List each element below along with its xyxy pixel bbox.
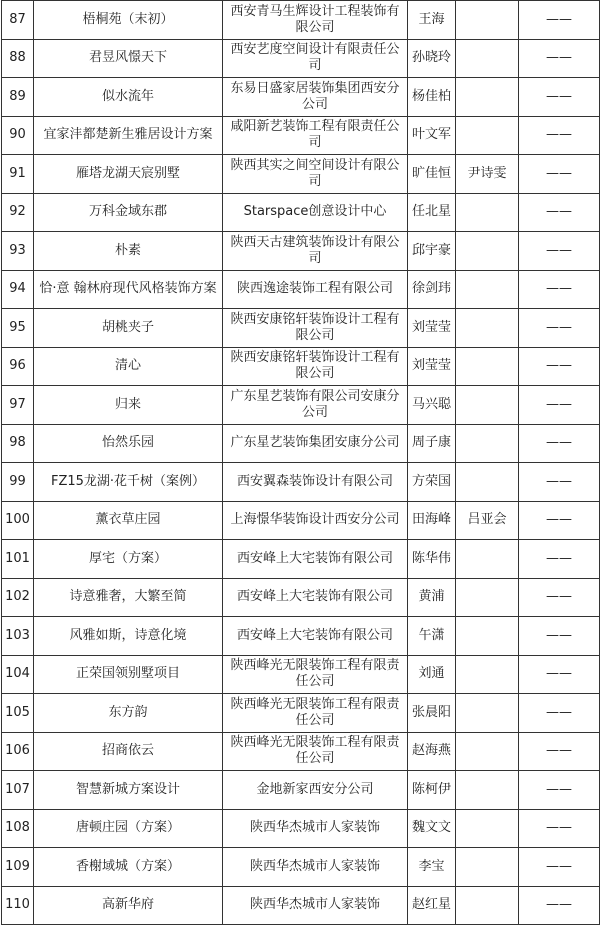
designer-cell: 任北星: [408, 193, 456, 232]
designer-cell: 李宝: [408, 848, 456, 887]
co-designer-cell: 尹诗雯: [456, 155, 519, 194]
table-row: [2, 1, 600, 40]
row-number-cell: 107: [2, 771, 34, 810]
designer-cell: 黄浦: [408, 578, 456, 617]
table-row: [2, 617, 600, 656]
company-cell: 陕西峰光无限装饰工程有限责任公司: [223, 655, 408, 694]
designer-cell: 刘莹莹: [408, 347, 456, 386]
remark-cell: ——: [519, 694, 600, 733]
co-designer-cell: [456, 694, 519, 733]
remark-cell: ——: [519, 116, 600, 155]
project-name-cell: 君昱风憬天下: [34, 39, 223, 78]
project-name-cell: 招商依云: [34, 732, 223, 771]
row-number-cell: 104: [2, 655, 34, 694]
designer-cell: 周子康: [408, 424, 456, 463]
company-cell: 陕西逸途装饰工程有限公司: [223, 270, 408, 309]
co-designer-cell: [456, 540, 519, 579]
row-number-cell: 88: [2, 39, 34, 78]
table-row: [2, 386, 600, 425]
designer-cell: 孙晓玲: [408, 39, 456, 78]
remark-cell: ——: [519, 424, 600, 463]
company-cell: 东易日盛家居装饰集团西安分公司: [223, 78, 408, 117]
remark-cell: ——: [519, 270, 600, 309]
remark-cell: ——: [519, 232, 600, 271]
co-designer-cell: [456, 732, 519, 771]
company-cell: 西安峰上大宅装饰有限公司: [223, 540, 408, 579]
row-number-cell: 110: [2, 886, 34, 925]
project-name-cell: 厚宅（方案）: [34, 540, 223, 579]
table-row: [2, 732, 600, 771]
table-row: [2, 155, 600, 194]
company-cell: 西安艺度空间设计有限责任公司: [223, 39, 408, 78]
project-name-cell: 高新华府: [34, 886, 223, 925]
row-number-cell: 91: [2, 155, 34, 194]
row-number-cell: 103: [2, 617, 34, 656]
project-name-cell: 宜家沣都楚新生雅居设计方案: [34, 116, 223, 155]
co-designer-cell: [456, 78, 519, 117]
co-designer-cell: [456, 848, 519, 887]
table-row: [2, 424, 600, 463]
co-designer-cell: [456, 771, 519, 810]
designer-cell: 刘莹莹: [408, 309, 456, 348]
co-designer-cell: [456, 39, 519, 78]
remark-cell: ——: [519, 617, 600, 656]
row-number-cell: 93: [2, 232, 34, 271]
designer-cell: 叶文军: [408, 116, 456, 155]
remark-cell: ——: [519, 463, 600, 502]
co-designer-cell: [456, 809, 519, 848]
table-row: [2, 39, 600, 78]
table-row: [2, 270, 600, 309]
designer-cell: 赵红星: [408, 886, 456, 925]
project-name-cell: 胡桃夹子: [34, 309, 223, 348]
row-number-cell: 108: [2, 809, 34, 848]
table-row: [2, 886, 600, 925]
co-designer-cell: [456, 617, 519, 656]
row-number-cell: 89: [2, 78, 34, 117]
company-cell: 陕西安康铭轩装饰设计工程有限公司: [223, 347, 408, 386]
company-cell: 广东星艺装饰集团安康分公司: [223, 424, 408, 463]
table-row: [2, 578, 600, 617]
project-name-cell: 智慧新城方案设计: [34, 771, 223, 810]
company-cell: 西安峰上大宅装饰有限公司: [223, 578, 408, 617]
company-cell: Starspace创意设计中心: [223, 193, 408, 232]
remark-cell: ——: [519, 809, 600, 848]
designer-cell: 徐剑玮: [408, 270, 456, 309]
company-cell: 陕西天古建筑装饰设计有限公司: [223, 232, 408, 271]
project-name-cell: 似水流年: [34, 78, 223, 117]
company-cell: 上海憬华装饰设计西安分公司: [223, 501, 408, 540]
remark-cell: ——: [519, 193, 600, 232]
project-name-cell: 归来: [34, 386, 223, 425]
table-row: [2, 655, 600, 694]
table-row: [2, 116, 600, 155]
co-designer-cell: [456, 347, 519, 386]
row-number-cell: 101: [2, 540, 34, 579]
remark-cell: ——: [519, 155, 600, 194]
co-designer-cell: 吕亚会: [456, 501, 519, 540]
project-name-cell: 万科金域东郡: [34, 193, 223, 232]
project-name-cell: 诗意雅奢，大繁至简: [34, 578, 223, 617]
row-number-cell: 98: [2, 424, 34, 463]
company-cell: 陕西峰光无限装饰工程有限责任公司: [223, 732, 408, 771]
co-designer-cell: [456, 386, 519, 425]
remark-cell: ——: [519, 39, 600, 78]
row-number-cell: 96: [2, 347, 34, 386]
project-name-cell: 风雅如斯，诗意化境: [34, 617, 223, 656]
row-number-cell: 100: [2, 501, 34, 540]
project-name-cell: 怡然乐园: [34, 424, 223, 463]
remark-cell: ——: [519, 386, 600, 425]
co-designer-cell: [456, 193, 519, 232]
company-cell: 西安峰上大宅装饰有限公司: [223, 617, 408, 656]
table-row: [2, 694, 600, 733]
project-name-cell: 清心: [34, 347, 223, 386]
remark-cell: ——: [519, 578, 600, 617]
co-designer-cell: [456, 655, 519, 694]
project-name-cell: 香榭域城（方案）: [34, 848, 223, 887]
designer-cell: 魏文文: [408, 809, 456, 848]
remark-cell: ——: [519, 771, 600, 810]
designer-cell: 邱宇豪: [408, 232, 456, 271]
co-designer-cell: [456, 116, 519, 155]
row-number-cell: 109: [2, 848, 34, 887]
co-designer-cell: [456, 309, 519, 348]
designer-cell: 杨佳柏: [408, 78, 456, 117]
designer-cell: 田海峰: [408, 501, 456, 540]
designer-cell: 方荣国: [408, 463, 456, 502]
table-row: [2, 232, 600, 271]
company-cell: 咸阳新艺装饰工程有限责任公司: [223, 116, 408, 155]
row-number-cell: 87: [2, 1, 34, 40]
remark-cell: ——: [519, 347, 600, 386]
company-cell: 广东星艺装饰有限公司安康分公司: [223, 386, 408, 425]
designer-cell: 王海: [408, 1, 456, 40]
company-cell: 陕西峰光无限装饰工程有限责任公司: [223, 694, 408, 733]
table-row: [2, 78, 600, 117]
remark-cell: ——: [519, 78, 600, 117]
co-designer-cell: [456, 463, 519, 502]
row-number-cell: 95: [2, 309, 34, 348]
remark-cell: ——: [519, 1, 600, 40]
project-name-cell: 薰衣草庄园: [34, 501, 223, 540]
company-cell: 陕西华杰城市人家装饰: [223, 848, 408, 887]
table-row: [2, 309, 600, 348]
company-cell: 陕西其实之间空间设计有限公司: [223, 155, 408, 194]
co-designer-cell: [456, 424, 519, 463]
table-row: [2, 347, 600, 386]
project-name-cell: FZ15龙湖·花千树（案例）: [34, 463, 223, 502]
remark-cell: ——: [519, 655, 600, 694]
remark-cell: ——: [519, 540, 600, 579]
row-number-cell: 90: [2, 116, 34, 155]
company-cell: 金地新家西安分公司: [223, 771, 408, 810]
row-number-cell: 102: [2, 578, 34, 617]
project-name-cell: 恰·意 翰林府现代风格装饰方案: [34, 270, 223, 309]
table-row: [2, 501, 600, 540]
company-cell: 陕西安康铭轩装饰设计工程有限公司: [223, 309, 408, 348]
table-body: [2, 1, 600, 925]
designer-cell: 午潇: [408, 617, 456, 656]
company-cell: 陕西华杰城市人家装饰: [223, 809, 408, 848]
row-number-cell: 97: [2, 386, 34, 425]
project-name-cell: 雁塔龙湖天宸别墅: [34, 155, 223, 194]
table-row: [2, 771, 600, 810]
project-name-cell: 唐顿庄园（方案）: [34, 809, 223, 848]
award-list-table: [1, 0, 600, 925]
table-row: [2, 193, 600, 232]
designer-cell: 陈柯伊: [408, 771, 456, 810]
row-number-cell: 99: [2, 463, 34, 502]
row-number-cell: 94: [2, 270, 34, 309]
row-number-cell: 105: [2, 694, 34, 733]
table-row: [2, 809, 600, 848]
co-designer-cell: [456, 578, 519, 617]
company-cell: 西安青马生辉设计工程装饰有限公司: [223, 1, 408, 40]
remark-cell: ——: [519, 309, 600, 348]
co-designer-cell: [456, 886, 519, 925]
table-row: [2, 540, 600, 579]
designer-cell: 赵海燕: [408, 732, 456, 771]
co-designer-cell: [456, 270, 519, 309]
remark-cell: ——: [519, 501, 600, 540]
designer-cell: 陈华伟: [408, 540, 456, 579]
row-number-cell: 106: [2, 732, 34, 771]
project-name-cell: 梧桐苑（末初）: [34, 1, 223, 40]
remark-cell: ——: [519, 848, 600, 887]
remark-cell: ——: [519, 732, 600, 771]
row-number-cell: 92: [2, 193, 34, 232]
company-cell: 陕西华杰城市人家装饰: [223, 886, 408, 925]
designer-cell: 旷佳恒: [408, 155, 456, 194]
co-designer-cell: [456, 232, 519, 271]
designer-cell: 马兴聪: [408, 386, 456, 425]
remark-cell: ——: [519, 886, 600, 925]
table-row: [2, 848, 600, 887]
company-cell: 西安翼森装饰设计有限公司: [223, 463, 408, 502]
co-designer-cell: [456, 1, 519, 40]
table-row: [2, 463, 600, 502]
project-name-cell: 正荣国领别墅项目: [34, 655, 223, 694]
designer-cell: 张晨阳: [408, 694, 456, 733]
designer-cell: 刘通: [408, 655, 456, 694]
project-name-cell: 朴素: [34, 232, 223, 271]
project-name-cell: 东方韵: [34, 694, 223, 733]
